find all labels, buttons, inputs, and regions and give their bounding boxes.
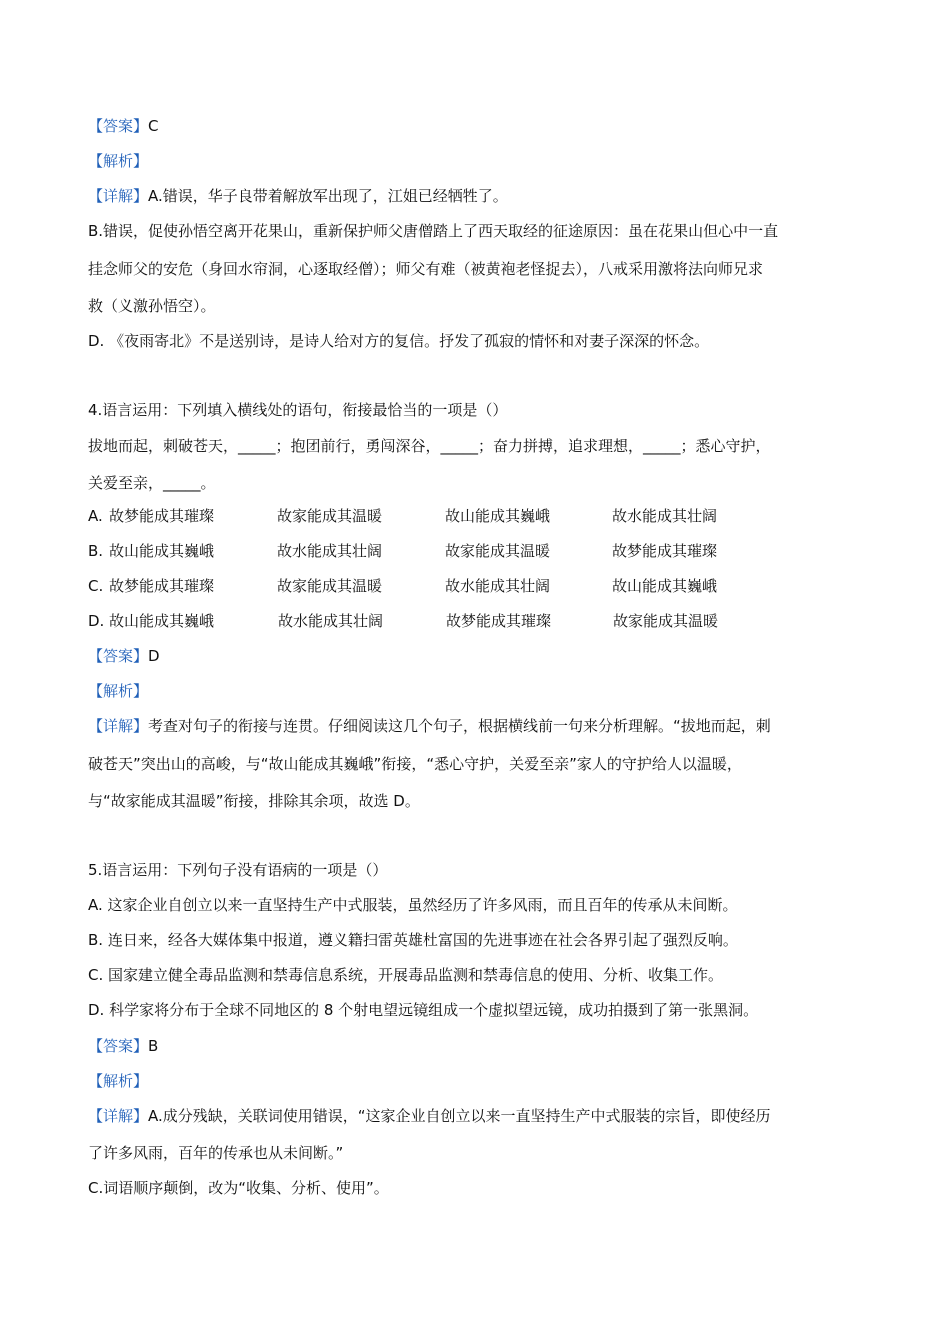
option-part: 故山能成其巍峨 [109, 542, 215, 560]
q5-option: C. 国家建立健全毒品监测和禁毒信息系统，开展毒品监测和禁毒信息的使用、分析、收集工作。 [88, 966, 724, 984]
option-label: D. [88, 612, 105, 630]
q3-analysis-tag: 【解析】 [88, 152, 149, 170]
option-part: 故水能成其壮阔 [278, 612, 384, 630]
option-part: 故梦能成其璀璨 [109, 507, 215, 525]
option-part: 故山能成其巍峨 [612, 577, 718, 595]
answer-tag: 【答案】 [88, 117, 149, 135]
q5-detail-line: 了许多风雨，百年的传承也从未间断。” [88, 1144, 344, 1162]
q5-analysis-tag: 【解析】 [88, 1072, 149, 1090]
q5-option: D. 科学家将分布于全球不同地区的 8 个射电望远镜组成一个虚拟望远镜，成功拍摄到了第一张黑洞。 [88, 1001, 759, 1019]
q4-detail-line [88, 716, 771, 736]
q4-text-line: 拔地而起，刺破苍天，_____；抱团前行，勇闯深谷，_____；奋力拼搏，追求理想，_____；悉心守护， [88, 437, 771, 455]
option-part: 故山能成其巍峨 [109, 612, 215, 630]
answer-value: C [148, 117, 159, 135]
option-label: C. [88, 577, 104, 595]
answer-value: B [148, 1037, 159, 1055]
option-part: 故家能成其温暖 [445, 542, 551, 560]
option-part: 故梦能成其璀璨 [446, 612, 552, 630]
option-part: 故山能成其巍峨 [445, 507, 551, 525]
answer-tag: 【答案】 [88, 647, 149, 665]
answer-value: D [148, 647, 160, 665]
option-part: 故家能成其温暖 [277, 577, 383, 595]
q5-stem: 5.语言运用：下列句子没有语病的一项是（） [88, 861, 388, 879]
q5-answer-line [88, 1036, 158, 1056]
detail-tag: 【详解】 [88, 717, 149, 735]
q3-detail-line: B.错误，促使孙悟空离开花果山，重新保护师父唐僧踏上了西天取经的征途原因：虽在花果山但心中一直 [88, 222, 779, 240]
detail-text: 考查对句子的衔接与连贯。仔细阅读这几个句子，根据横线前一句来分析理解。“拔地而起，刺 [148, 717, 771, 735]
q4-text-line: 关爱至亲，_____。 [88, 474, 216, 492]
q3-detail-line [88, 186, 508, 206]
q4-detail-line: 破苍天”突出山的高峻，与“故山能成其巍峨”衔接，“悉心守护，关爱至亲”家人的守护给人以温暖， [88, 755, 742, 773]
answer-tag: 【答案】 [88, 1037, 149, 1055]
q3-detail-line: 挂念师父的安危（身回水帘洞，心逐取经僧）；师父有难（被黄袍老怪捉去），八戒采用激将法向师兄求 [88, 260, 764, 278]
q4-stem: 4.语言运用：下列填入横线处的语句，衔接最恰当的一项是（） [88, 401, 508, 419]
detail-text: A.错误，华子良带着解放军出现了，江姐已经牺牲了。 [148, 187, 508, 205]
q5-option: A. 这家企业自创立以来一直坚持生产中式服装，虽然经历了许多风雨，而且百年的传承从未间断。 [88, 896, 738, 914]
q5-detail-line [88, 1106, 771, 1126]
q3-detail-line: 救（义激孙悟空）。 [88, 297, 216, 315]
q4-detail-line: 与“故家能成其温暖”衔接，排除其余项，故选 D。 [88, 792, 420, 810]
detail-tag: 【详解】 [88, 187, 149, 205]
q5-detail-line: C.词语顺序颠倒，改为“收集、分析、使用”。 [88, 1179, 389, 1197]
option-label: B. [88, 542, 104, 560]
option-part: 故水能成其壮阔 [445, 577, 551, 595]
q5-option: B. 连日来，经各大媒体集中报道，遵义籍扫雷英雄杜富国的先进事迹在社会各界引起了强烈反响。 [88, 931, 738, 949]
option-part: 故梦能成其璀璨 [109, 577, 215, 595]
q4-analysis-tag: 【解析】 [88, 682, 149, 700]
option-part: 故家能成其温暖 [277, 507, 383, 525]
q3-answer-line [88, 116, 159, 136]
q4-answer-line [88, 646, 160, 666]
option-label: A. [88, 507, 103, 525]
q3-detail-line: D. 《夜雨寄北》不是送别诗，是诗人给对方的复信。抒发了孤寂的情怀和对妻子深深的怀念。 [88, 332, 710, 350]
option-part: 故家能成其温暖 [613, 612, 719, 630]
option-part: 故水能成其壮阔 [612, 507, 718, 525]
option-part: 故水能成其壮阔 [277, 542, 383, 560]
detail-tag: 【详解】 [88, 1107, 149, 1125]
option-part: 故梦能成其璀璨 [612, 542, 718, 560]
detail-text: A.成分残缺，关联词使用错误，“这家企业自创立以来一直坚持生产中式服装的宗旨，即使经历 [148, 1107, 771, 1125]
